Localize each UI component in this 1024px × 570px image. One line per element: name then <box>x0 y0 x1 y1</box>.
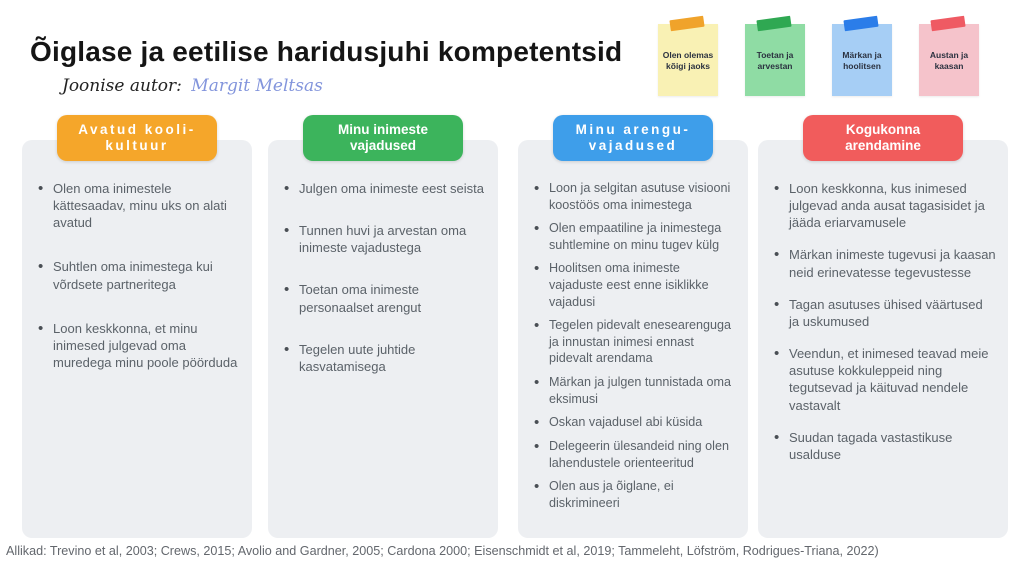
bullet-item: • Delegeerin ülesandeid ning olen lahendustele orienteeritud <box>532 438 736 471</box>
column-header-badge <box>303 115 463 161</box>
sticky-note-label: Märkan ja hoolitsen <box>842 49 882 71</box>
author-credit-prefix: Joonise autor: <box>62 76 182 96</box>
tape-icon <box>843 16 878 32</box>
tape-icon <box>669 16 704 32</box>
page-title: Õiglase ja eetilise haridusjuhi kompetentsid <box>30 36 623 67</box>
column-header-badge <box>803 115 963 161</box>
bullet-item: • Loon keskkonna, kus inimesed julgevad anda ausat tagasisidet ja jääda eriarvamusele <box>772 180 996 231</box>
column-header-line: kultuur <box>105 138 169 154</box>
bullet-item: • Loon ja selgitan asutuse visiooni koostöös oma inimestega <box>532 180 736 213</box>
column-header-line: arendamine <box>845 138 921 154</box>
bullet-item: • Märkan ja julgen tunnistada oma eksimusi <box>532 374 736 407</box>
bullet-item: • Loon keskkonna, et minu inimesed julgevad oma muredega minu poole pöörduda <box>36 320 240 371</box>
bullet-item: • Toetan oma inimeste personaalset arengut <box>282 281 486 315</box>
bullet-item: • Märkan inimeste tugevusi ja kaasan neid erinevatesse tegevustesse <box>772 246 996 280</box>
column-header-line: vajadused <box>349 138 417 154</box>
sticky-note-label: Austan ja kaasan <box>929 49 969 71</box>
bullet-item: • Olen empaatiline ja inimestega suhtlemine on minu tugev külg <box>532 220 736 253</box>
sticky-note-4 <box>919 24 979 96</box>
sticky-note-1 <box>658 24 718 96</box>
column-minu-arenguvajadused <box>518 122 748 538</box>
column-avatud-koolikultuur <box>22 122 252 538</box>
bullet-item: • Tunnen huvi ja arvestan oma inimeste vajadustega <box>282 222 486 256</box>
sticky-note-label: Toetan ja arvestan <box>756 49 794 71</box>
bullet-list <box>36 180 240 371</box>
bullet-item: • Suhtlen oma inimestega kui võrdsete partneritega <box>36 258 240 292</box>
column-kogukonna-arendamine <box>758 122 1008 538</box>
column-header-badge <box>57 115 217 161</box>
sticky-notes-row <box>658 24 979 96</box>
tape-icon <box>930 16 965 32</box>
bullet-item: • Hoolitsen oma inimeste vajaduste eest enne isiklikke vajadusi <box>532 260 736 310</box>
bullet-list <box>282 180 486 375</box>
bullet-item: • Tegelen uute juhtide kasvatamisega <box>282 341 486 375</box>
sticky-note-label: Olen olemas kõigi jaoks <box>662 49 714 71</box>
tape-icon <box>756 16 791 32</box>
bullet-item: • Suudan tagada vastastikuse usalduse <box>772 429 996 463</box>
bullet-item: • Tagan asutuses ühised väärtused ja uskumused <box>772 296 996 330</box>
column-header-line: vajadused <box>588 138 678 154</box>
author-credit-name: Margit Meltsas <box>191 76 323 96</box>
bullet-item: • Olen aus ja õiglane, ei diskrimineeri <box>532 478 736 511</box>
column-header-line: Minu inimeste <box>337 122 428 137</box>
bullet-list <box>532 180 736 511</box>
bullet-item: • Oskan vajadusel abi küsida <box>532 414 736 431</box>
column-header-line: Minu arengu- <box>575 122 691 137</box>
column-minu-inimeste-vajadused <box>268 122 498 538</box>
bullet-item: • Veendun, et inimesed teavad meie asutuse kokkuleppeid ning tegutsevad ja käituvad nendele vastavalt <box>772 345 996 414</box>
bullet-item: • Julgen oma inimeste eest seista <box>282 180 486 197</box>
column-header-line: Kogukonna <box>845 122 921 137</box>
column-header-badge <box>553 115 713 161</box>
bullet-item: • Olen oma inimestele kättesaadav, minu uks on alati avatud <box>36 180 240 231</box>
author-credit <box>62 76 323 96</box>
bullet-list <box>772 180 996 463</box>
column-header-line: Avatud kooli- <box>78 122 196 137</box>
bullet-item: • Tegelen pidevalt enesearenguga ja innustan inimesi ennast pidevalt arendama <box>532 317 736 367</box>
sources-line: Allikad: Trevino et al, 2003; Crews, 2015; Avolio and Gardner, 2005; Cardona 2000; Eisenschmidt et al, 2019; Tammeleht, Löfström, Rodrigues-Triana, 2022) <box>6 544 879 558</box>
sticky-note-2 <box>745 24 805 96</box>
sticky-note-3 <box>832 24 892 96</box>
